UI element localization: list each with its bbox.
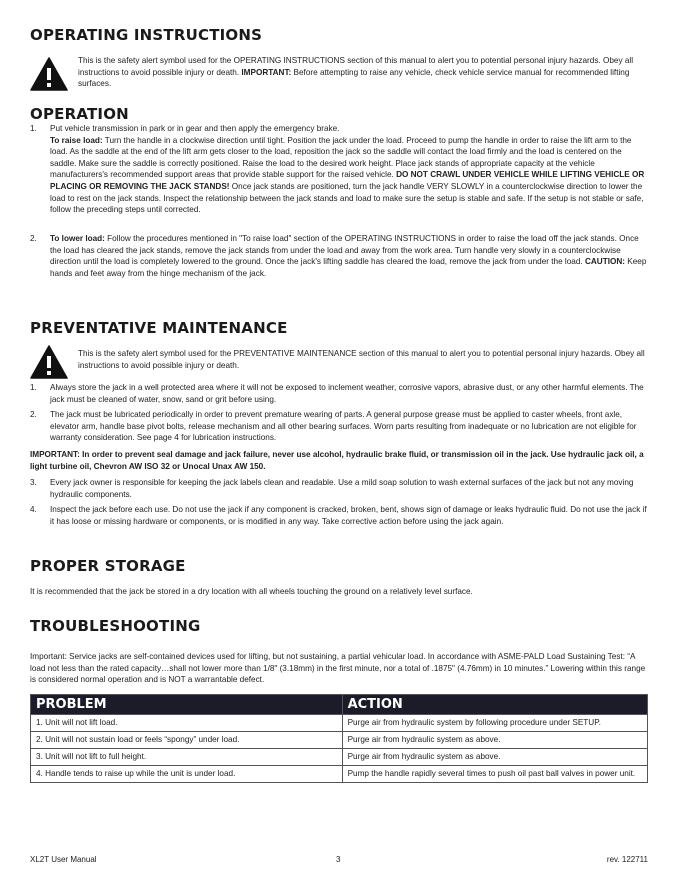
- problem-column-header: PROBLEM: [31, 695, 343, 715]
- action-cell: Purge air from hydraulic system as above.: [342, 732, 647, 749]
- maintenance-item-4: [30, 504, 650, 527]
- operating-alert-text: [78, 55, 650, 91]
- raise-warning: DO NOT CRAWL UNDER VEHICLE WHILE LIFTING VEHICLE OR PLACING OR REMOVING THE JACK STANDS!: [50, 170, 645, 191]
- step-number: 1.: [30, 124, 37, 133]
- maintenance-item-1: [30, 382, 650, 405]
- operating-instructions-heading: OPERATING INSTRUCTIONS: [30, 26, 263, 44]
- action-cell: Purge air from hydraulic system as above.: [342, 749, 647, 766]
- lower-load-label: To lower load:: [50, 234, 105, 243]
- action-cell: Pump the handle rapidly several times to push oil past ball valves in power unit.: [342, 766, 647, 783]
- caution-label: CAUTION:: [584, 257, 625, 267]
- operation-step-1: [30, 123, 650, 216]
- footer-manual-name: XL2T User Manual: [30, 855, 97, 864]
- maintenance-item-3: [30, 477, 650, 500]
- operating-alert: [30, 55, 650, 91]
- raise-text: Turn the handle in a clockwise direction until tight. Position the jack under the load. Proceed to pump the handle in order to raise the lift arm to the load. As the saddle at the end of the lift arm gets closer to the load, reposition the jack so the saddle will contact the load firmly and the load is centered on the saddle. Make sure the saddle is correctly positioned. Raise the load to the desired work height. Place jack stands of appropriate capacity at the vehicle manufacturers's recommended support areas that provide stable support for the raised vehicle.: [50, 135, 632, 180]
- action-cell: Purge air from hydraulic system by following procedure under SETUP.: [342, 715, 647, 732]
- step-number: 2.: [30, 234, 37, 243]
- proper-storage-text: It is recommended that the jack be stored in a dry location with all wheels touching the ground on a relatively level surface.: [30, 587, 473, 596]
- lower-text: Keep hands and feet away from the hinge mechanism of the jack.: [50, 257, 647, 278]
- troubleshooting-heading: TROUBLESHOOTING: [30, 617, 201, 635]
- maintenance-important-note: IMPORTANT: In order to prevent seal damage and jack failure, never use alcohol, hydraulic brake fluid, or transmission oil in the jack. Use hydraulic jack oil, a light turbine oil, Chevron AW ISO 32 or Unocal Unax AW 150.: [30, 450, 644, 471]
- item-number: 3.: [30, 478, 37, 487]
- problem-cell: 1. Unit will not lift load.: [31, 715, 343, 732]
- lower-load-paragraph: [50, 233, 650, 279]
- table-row: [31, 715, 648, 732]
- footer-revision: rev. 122711: [606, 855, 648, 864]
- item-number: 4.: [30, 505, 37, 514]
- item-text: The jack must be lubricated periodically in order to prevent premature wearing of parts. A general purpose grease must be applied to caster wheels, front axle, elevator arm, handle base pivot bolts, release mechanism and all other bearing surfaces. Worn parts resulting from inadequate or no lubrication are not eligible for warranty consideration. See page 4 for lubrication instructions.: [50, 410, 637, 443]
- step-text: [50, 123, 650, 216]
- maintenance-alert-text: This is the safety alert symbol used for the PREVENTATIVE MAINTENANCE section of this manual to alert you to potential personal injury hazards. Obey all instructions to avoid possible injury or death.: [78, 349, 645, 370]
- alert-text-part: This is the safety alert symbol used for the OPERATING INSTRUCTIONS section of this manual to alert you to potential personal injury hazards. Obey all instructions to avoid possible injury or death.: [78, 56, 634, 77]
- step-1-intro: Put vehicle transmission in park or in gear and then apply the emergency brake.: [50, 124, 340, 133]
- warning-triangle-icon: [30, 345, 68, 379]
- maintenance-alert: [30, 343, 650, 379]
- item-number: 2.: [30, 410, 37, 419]
- maintenance-item-2: [30, 409, 650, 444]
- table-row: [31, 732, 648, 749]
- preventative-maintenance-heading: PREVENTATIVE MAINTENANCE: [30, 319, 288, 337]
- troubleshooting-intro: Important: Service jacks are self-contained devices used for lifting, but not sustaining, a partial vehicular load. In accordance with ASME-PALD Load Sustaining Test: “A load not less than the rated capacity…shall not lower more than 1/8" (3.18mm) in the first minute, nor a total of .1875" (4.76mm) in 10 minutes.” Lowering within this range is considered normal operation and is NOT a warrantable defect.: [30, 652, 646, 685]
- alert-text-part: Before attempting to raise any vehicle, check vehicle service manual for recommended lifting surfaces.: [78, 67, 630, 89]
- action-column-header: ACTION: [342, 695, 647, 715]
- operation-heading: OPERATION: [30, 105, 129, 123]
- raise-text: Once jack stands are positioned, turn the jack handle VERY SLOWLY in a counterclockwise direction to lower the load to rest on the jack stands. Inspect the relationship between the jack stands and load to make sure the setup is stable and safe. If the setup is not stable or safe, follow the preceding steps until corrected.: [50, 181, 644, 215]
- problem-cell: 2. Unit will not sustain load or feels “spongy” under load.: [31, 732, 343, 749]
- footer-page-number: 3: [336, 855, 341, 864]
- table-row: [31, 766, 648, 783]
- table-header-row: [31, 695, 648, 715]
- operation-step-2: [30, 233, 650, 279]
- troubleshooting-table: [30, 694, 648, 783]
- problem-cell: 3. Unit will not lift to full height.: [31, 749, 343, 766]
- table-row: [31, 749, 648, 766]
- proper-storage-heading: PROPER STORAGE: [30, 557, 186, 575]
- item-text: Inspect the jack before each use. Do not use the jack if any component is cracked, broken, bent, shows sign of damage or leaks hydraulic fluid. Do not use the jack if it has loose or missing hardware or components, or is modified in any way. Take corrective action before using the jack again.: [50, 505, 647, 526]
- item-number: 1.: [30, 383, 37, 392]
- item-text: Every jack owner is responsible for keeping the jack labels clean and readable. Use a mild soap solution to wash external surfaces of the jack but not any moving hydraulic components.: [50, 478, 634, 499]
- raise-load-label: To raise load:: [50, 135, 103, 145]
- warning-triangle-icon: [30, 57, 68, 91]
- raise-load-paragraph: [50, 135, 650, 216]
- lower-text: Follow the procedures mentioned in "To raise load" section of the OPERATING INSTRUCTIONS in order to raise the load off the jack stands. Once the load has cleared the jack stands, remove the jack stands from under the load and away from the work area. Turn handle very slowly in a counterclockwise direction until the load is completely lowered to the ground. Once the jack's lifting saddle has cleared the load, remove the jack from under the load.: [50, 234, 639, 267]
- important-label: IMPORTANT:: [241, 67, 292, 77]
- problem-cell: 4. Handle tends to raise up while the unit is under load.: [31, 766, 343, 783]
- item-text: Always store the jack in a well protected area where it will not be exposed to inclement weather, corrosive vapors, abrasive dust, or any other harmful elements. The jack must be cleaned of water, snow, sand or grit before using.: [50, 383, 644, 404]
